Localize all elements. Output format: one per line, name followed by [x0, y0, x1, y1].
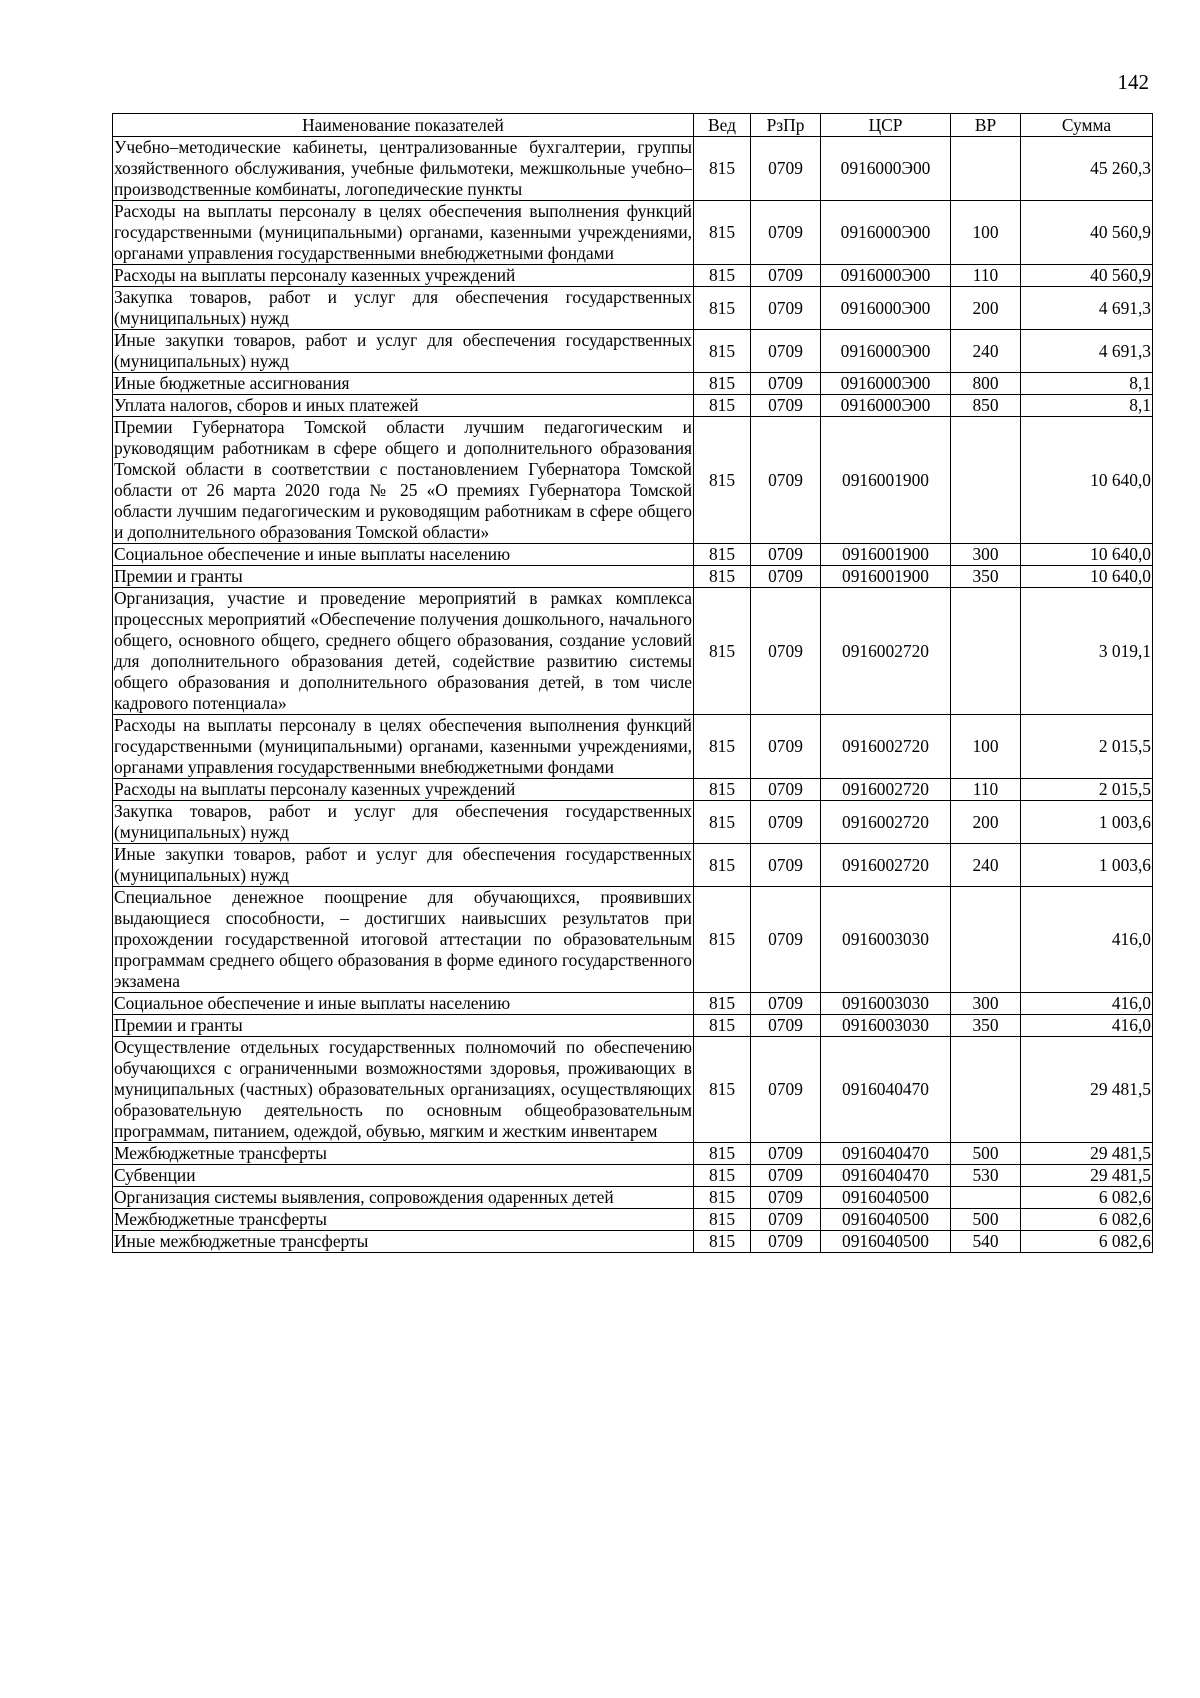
row-sum: 416,0 [1021, 993, 1153, 1015]
row-csr: 0916001900 [821, 566, 951, 588]
row-rzpr: 0709 [751, 1037, 821, 1143]
row-csr: 0916040500 [821, 1187, 951, 1209]
row-sum: 8,1 [1021, 373, 1153, 395]
row-rzpr: 0709 [751, 544, 821, 566]
header-sum: Сумма [1021, 114, 1153, 137]
row-csr: 0916002720 [821, 588, 951, 715]
row-rzpr: 0709 [751, 1015, 821, 1037]
table-row [113, 201, 1153, 265]
row-name: Организация системы выявления, сопровождения одаренных детей [113, 1187, 694, 1209]
row-vr: 200 [951, 801, 1021, 844]
row-rzpr: 0709 [751, 1209, 821, 1231]
row-sum: 29 481,5 [1021, 1037, 1153, 1143]
row-ved: 815 [694, 1165, 751, 1187]
row-sum: 3 019,1 [1021, 588, 1153, 715]
row-csr: 0916003030 [821, 1015, 951, 1037]
table-row [113, 588, 1153, 715]
table-row [113, 1187, 1153, 1209]
row-csr: 0916002720 [821, 844, 951, 887]
row-ved: 815 [694, 395, 751, 417]
table-row [113, 993, 1153, 1015]
row-name: Социальное обеспечение и иные выплаты населению [113, 544, 694, 566]
row-vr [951, 887, 1021, 993]
row-rzpr: 0709 [751, 1143, 821, 1165]
row-ved: 815 [694, 844, 751, 887]
row-name: Межбюджетные трансферты [113, 1143, 694, 1165]
header-name: Наименование показателей [113, 114, 694, 137]
row-ved: 815 [694, 1143, 751, 1165]
row-vr [951, 137, 1021, 201]
table-row [113, 1165, 1153, 1187]
row-ved: 815 [694, 1231, 751, 1253]
row-vr: 110 [951, 265, 1021, 287]
row-rzpr: 0709 [751, 330, 821, 373]
table-row [113, 844, 1153, 887]
row-vr: 300 [951, 544, 1021, 566]
row-sum: 6 082,6 [1021, 1187, 1153, 1209]
row-vr: 350 [951, 566, 1021, 588]
row-rzpr: 0709 [751, 1231, 821, 1253]
row-csr: 0916003030 [821, 887, 951, 993]
row-ved: 815 [694, 1209, 751, 1231]
budget-table [112, 113, 1153, 1253]
row-name: Премии и гранты [113, 566, 694, 588]
row-sum: 6 082,6 [1021, 1231, 1153, 1253]
row-csr: 0916040500 [821, 1209, 951, 1231]
row-ved: 815 [694, 373, 751, 395]
row-ved: 815 [694, 1015, 751, 1037]
row-vr: 530 [951, 1165, 1021, 1187]
row-name: Учебно–методические кабинеты, централизованные бухгалтерии, группы хозяйственного обслуживания, учебные фильмотеки, межшкольные учебно–производственные комбинаты, логопедические пункты [114, 137, 692, 199]
row-sum: 29 481,5 [1021, 1165, 1153, 1187]
row-ved: 815 [694, 201, 751, 265]
row-sum: 40 560,9 [1021, 201, 1153, 265]
row-name: Специальное денежное поощрение для обучающихся, проявивших выдающиеся способности, – достигших наивысших результатов при прохождении государственной итоговой аттестации по образовательным программам среднего общего образования в форме единого государственного экзамена [114, 887, 692, 991]
row-vr [951, 1187, 1021, 1209]
row-rzpr: 0709 [751, 373, 821, 395]
row-name: Социальное обеспечение и иные выплаты населению [113, 993, 694, 1015]
page-number: 142 [1117, 70, 1149, 94]
row-name: Иные закупки товаров, работ и услуг для обеспечения государственных (муниципальных) нужд [114, 844, 692, 885]
row-rzpr: 0709 [751, 588, 821, 715]
row-csr: 0916040470 [821, 1037, 951, 1143]
row-name: Расходы на выплаты персоналу казенных учреждений [113, 779, 694, 801]
row-csr: 0916000Э00 [821, 373, 951, 395]
row-csr: 0916000Э00 [821, 265, 951, 287]
row-name: Субвенции [113, 1165, 694, 1187]
table-row [113, 1231, 1153, 1253]
row-vr: 300 [951, 993, 1021, 1015]
row-vr: 200 [951, 287, 1021, 330]
row-name: Закупка товаров, работ и услуг для обеспечения государственных (муниципальных) нужд [114, 287, 692, 328]
table-header-row [113, 114, 1153, 137]
row-sum: 8,1 [1021, 395, 1153, 417]
row-csr: 0916001900 [821, 417, 951, 544]
table-row [113, 544, 1153, 566]
table-row [113, 715, 1153, 779]
table-row [113, 1015, 1153, 1037]
row-ved: 815 [694, 801, 751, 844]
row-rzpr: 0709 [751, 1187, 821, 1209]
row-vr: 110 [951, 779, 1021, 801]
row-csr: 0916040470 [821, 1165, 951, 1187]
row-csr: 0916000Э00 [821, 201, 951, 265]
row-vr: 500 [951, 1209, 1021, 1231]
row-vr [951, 417, 1021, 544]
row-ved: 815 [694, 330, 751, 373]
table-row [113, 801, 1153, 844]
table-row [113, 779, 1153, 801]
row-vr [951, 588, 1021, 715]
row-rzpr: 0709 [751, 287, 821, 330]
row-ved: 815 [694, 715, 751, 779]
row-rzpr: 0709 [751, 137, 821, 201]
row-name: Иные межбюджетные трансферты [113, 1231, 694, 1253]
row-vr: 100 [951, 201, 1021, 265]
row-sum: 416,0 [1021, 887, 1153, 993]
row-vr: 850 [951, 395, 1021, 417]
row-sum: 40 560,9 [1021, 265, 1153, 287]
row-sum: 1 003,6 [1021, 844, 1153, 887]
row-vr: 540 [951, 1231, 1021, 1253]
row-vr [951, 1037, 1021, 1143]
row-vr: 240 [951, 844, 1021, 887]
row-ved: 815 [694, 1187, 751, 1209]
row-name: Организация, участие и проведение мероприятий в рамках комплекса процессных мероприятий «Обеспечение получения дошкольного, начального общего, основного общего, среднего общего образования, создание условий для дополнительного образования детей, содействие развитию системы общего образования и дополнительного образования детей, в том числе кадрового потенциала» [114, 588, 692, 713]
row-csr: 0916002720 [821, 801, 951, 844]
row-sum: 29 481,5 [1021, 1143, 1153, 1165]
header-ved: Вед [694, 114, 751, 137]
row-rzpr: 0709 [751, 993, 821, 1015]
row-ved: 815 [694, 1037, 751, 1143]
row-ved: 815 [694, 887, 751, 993]
row-sum: 6 082,6 [1021, 1209, 1153, 1231]
table-row [113, 887, 1153, 993]
row-sum: 10 640,0 [1021, 566, 1153, 588]
row-sum: 45 260,3 [1021, 137, 1153, 201]
row-name: Уплата налогов, сборов и иных платежей [113, 395, 694, 417]
row-sum: 4 691,3 [1021, 287, 1153, 330]
row-csr: 0916002720 [821, 715, 951, 779]
row-sum: 1 003,6 [1021, 801, 1153, 844]
row-name: Осуществление отдельных государственных полномочий по обеспечению обучающихся с ограниченными возможностями здоровья, проживающих в муниципальных (частных) образовательных организациях, осуществляющих образовательную деятельность по основным общеобразовательным программам, питанием, одеждой, обувью, мягким и жестким инвентарем [114, 1037, 692, 1141]
table-row [113, 265, 1153, 287]
row-sum: 10 640,0 [1021, 417, 1153, 544]
row-name: Расходы на выплаты персоналу в целях обеспечения выполнения функций государственными (муниципальными) органами, казенными учреждениями, органами управления государственными внебюджетными фондами [114, 201, 692, 263]
row-sum: 2 015,5 [1021, 779, 1153, 801]
row-csr: 0916003030 [821, 993, 951, 1015]
row-csr: 0916040500 [821, 1231, 951, 1253]
table-row [113, 330, 1153, 373]
row-name: Премии и гранты [113, 1015, 694, 1037]
row-rzpr: 0709 [751, 395, 821, 417]
row-vr: 500 [951, 1143, 1021, 1165]
row-ved: 815 [694, 544, 751, 566]
row-name: Закупка товаров, работ и услуг для обеспечения государственных (муниципальных) нужд [114, 801, 692, 842]
row-rzpr: 0709 [751, 887, 821, 993]
row-rzpr: 0709 [751, 844, 821, 887]
table-row [113, 373, 1153, 395]
row-sum: 2 015,5 [1021, 715, 1153, 779]
row-ved: 815 [694, 137, 751, 201]
table-body [113, 137, 1153, 1253]
row-csr: 0916040470 [821, 1143, 951, 1165]
row-rzpr: 0709 [751, 566, 821, 588]
header-rzpr: РзПр [751, 114, 821, 137]
row-ved: 815 [694, 417, 751, 544]
row-vr: 100 [951, 715, 1021, 779]
row-name: Иные бюджетные ассигнования [113, 373, 694, 395]
row-ved: 815 [694, 779, 751, 801]
table-row [113, 287, 1153, 330]
row-csr: 0916002720 [821, 779, 951, 801]
row-ved: 815 [694, 287, 751, 330]
row-name: Расходы на выплаты персоналу казенных учреждений [113, 265, 694, 287]
header-vr: ВР [951, 114, 1021, 137]
row-sum: 416,0 [1021, 1015, 1153, 1037]
table-row [113, 137, 1153, 201]
table-row [113, 1143, 1153, 1165]
table-row [113, 566, 1153, 588]
row-ved: 815 [694, 588, 751, 715]
table-row [113, 395, 1153, 417]
row-rzpr: 0709 [751, 779, 821, 801]
row-rzpr: 0709 [751, 417, 821, 544]
row-sum: 4 691,3 [1021, 330, 1153, 373]
row-csr: 0916000Э00 [821, 330, 951, 373]
row-rzpr: 0709 [751, 265, 821, 287]
table-row [113, 417, 1153, 544]
row-rzpr: 0709 [751, 1165, 821, 1187]
header-csr: ЦСР [821, 114, 951, 137]
row-ved: 815 [694, 566, 751, 588]
row-csr: 0916001900 [821, 544, 951, 566]
row-csr: 0916000Э00 [821, 287, 951, 330]
table-row [113, 1037, 1153, 1143]
row-rzpr: 0709 [751, 201, 821, 265]
row-name: Премии Губернатора Томской области лучшим педагогическим и руководящим работникам в сфере общего и дополнительного образования Томской области в соответствии с постановлением Губернатора Томской области от 26 марта 2020 года № 25 «О премиях Губернатора Томской области лучшим педагогическим и руководящим работникам в сфере общего и дополнительного образования Томской области» [114, 417, 692, 542]
row-vr: 240 [951, 330, 1021, 373]
row-ved: 815 [694, 265, 751, 287]
row-name: Межбюджетные трансферты [113, 1209, 694, 1231]
row-rzpr: 0709 [751, 715, 821, 779]
row-ved: 815 [694, 993, 751, 1015]
row-rzpr: 0709 [751, 801, 821, 844]
row-vr: 350 [951, 1015, 1021, 1037]
table-row [113, 1209, 1153, 1231]
row-csr: 0916000Э00 [821, 137, 951, 201]
row-name: Иные закупки товаров, работ и услуг для обеспечения государственных (муниципальных) нужд [114, 330, 692, 371]
row-vr: 800 [951, 373, 1021, 395]
row-sum: 10 640,0 [1021, 544, 1153, 566]
row-csr: 0916000Э00 [821, 395, 951, 417]
row-name: Расходы на выплаты персоналу в целях обеспечения выполнения функций государственными (муниципальными) органами, казенными учреждениями, органами управления государственными внебюджетными фондами [114, 715, 692, 777]
